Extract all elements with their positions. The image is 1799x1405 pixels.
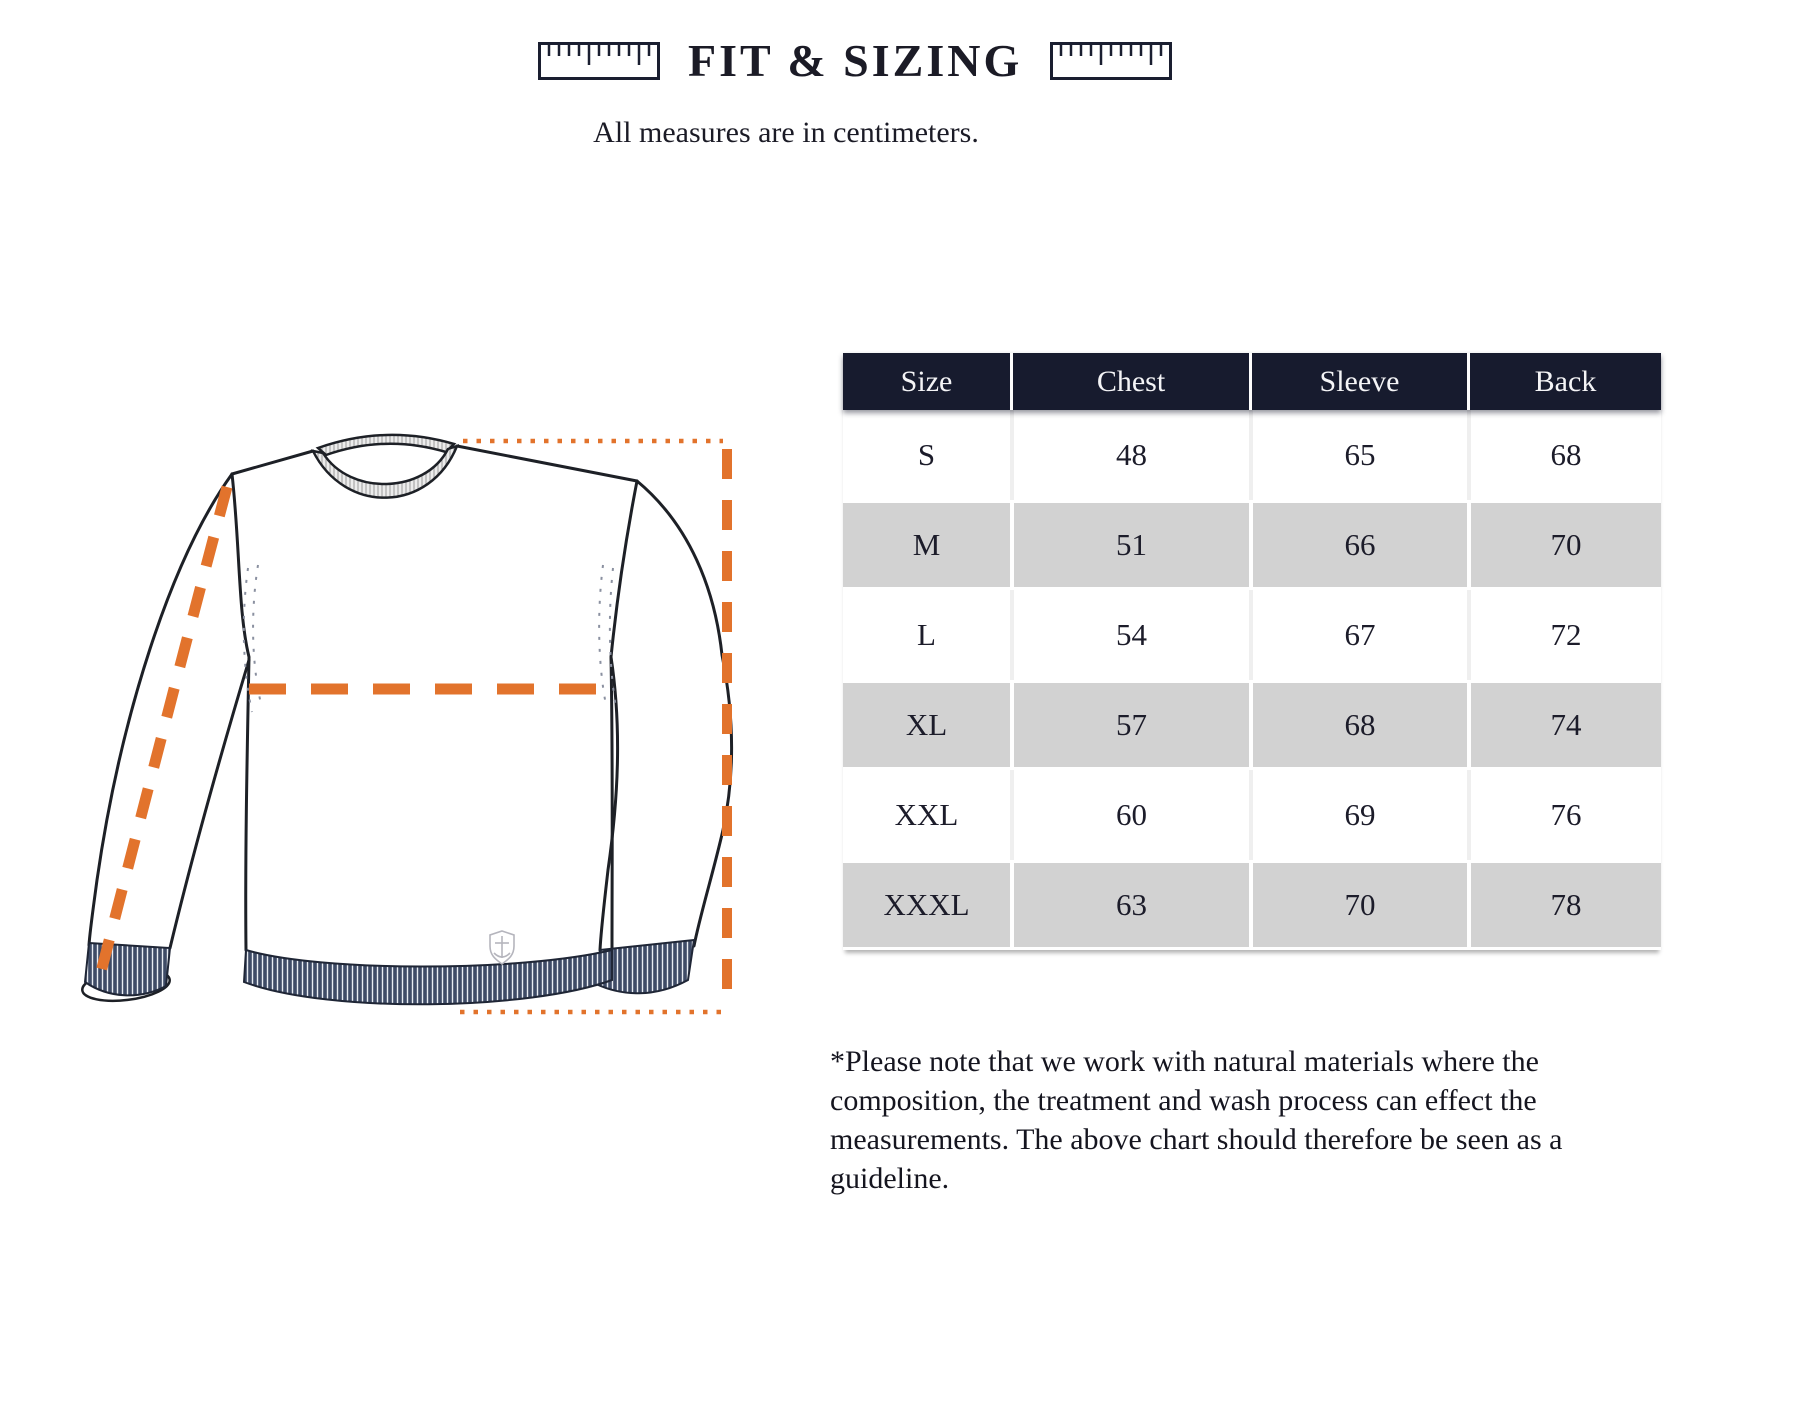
chest-cell: 54: [1010, 590, 1249, 680]
table-row-xxxl: [843, 860, 1661, 950]
measurement-lines: [101, 441, 727, 1012]
back-cell: 74: [1467, 683, 1661, 767]
sleeve-cell: 67: [1249, 590, 1467, 680]
back-cell: 72: [1467, 590, 1661, 680]
back-cell: 78: [1467, 863, 1661, 947]
size-table: [843, 353, 1661, 950]
page-header: [538, 35, 1172, 86]
sleeve-cell: 70: [1249, 863, 1467, 947]
table-row-xxl: [843, 770, 1661, 860]
ruler-icon: [1050, 42, 1172, 80]
back-cell: 70: [1467, 503, 1661, 587]
chest-cell: 48: [1010, 410, 1249, 500]
hem-band: [244, 950, 612, 1004]
materials-disclaimer: *Please note that we work with natural materials where the composition, the treatment and wash process can effect the measurements. The above chart should therefore be seen as a guideline.: [830, 1045, 1563, 1195]
table-row-l: [843, 590, 1661, 680]
ruler-icon: [538, 42, 660, 80]
size-cell: L: [917, 617, 936, 652]
sleeve-cell: 68: [1249, 683, 1467, 767]
units-subtitle: All measures are in centimeters.: [593, 116, 979, 149]
page-title: FIT & SIZING: [688, 35, 1023, 86]
back-cell: 68: [1467, 410, 1661, 500]
sleeve-cell: 69: [1249, 770, 1467, 860]
table-row-xl: [843, 680, 1661, 770]
chest-cell: 60: [1010, 770, 1249, 860]
size-table-header: [843, 353, 1661, 410]
chest-cell: 57: [1010, 683, 1249, 767]
column-header-back: Back: [1467, 353, 1661, 410]
sleeve-length-line: [101, 487, 227, 972]
table-row-m: [843, 500, 1661, 590]
chest-cell: 63: [1010, 863, 1249, 947]
size-cell: XXL: [894, 797, 959, 832]
column-header-sleeve: Sleeve: [1249, 353, 1467, 410]
size-cell: XL: [905, 707, 948, 742]
sleeve-cell: 66: [1249, 503, 1467, 587]
column-header-chest: Chest: [1010, 353, 1249, 410]
sweater-outline: [89, 446, 732, 950]
sleeve-cell: 65: [1249, 410, 1467, 500]
size-cell: XXXL: [883, 887, 970, 922]
sweater-measurement-diagram: [30, 355, 770, 1055]
table-row-s: [843, 410, 1661, 500]
anchor-shield-logo: [490, 931, 514, 964]
column-header-size: Size: [900, 364, 953, 398]
left-cuff: [80, 943, 171, 1005]
size-cell: M: [912, 527, 941, 562]
chest-cell: 51: [1010, 503, 1249, 587]
back-cell: 76: [1467, 770, 1661, 860]
collar: [313, 435, 457, 498]
size-cell: S: [917, 437, 936, 472]
